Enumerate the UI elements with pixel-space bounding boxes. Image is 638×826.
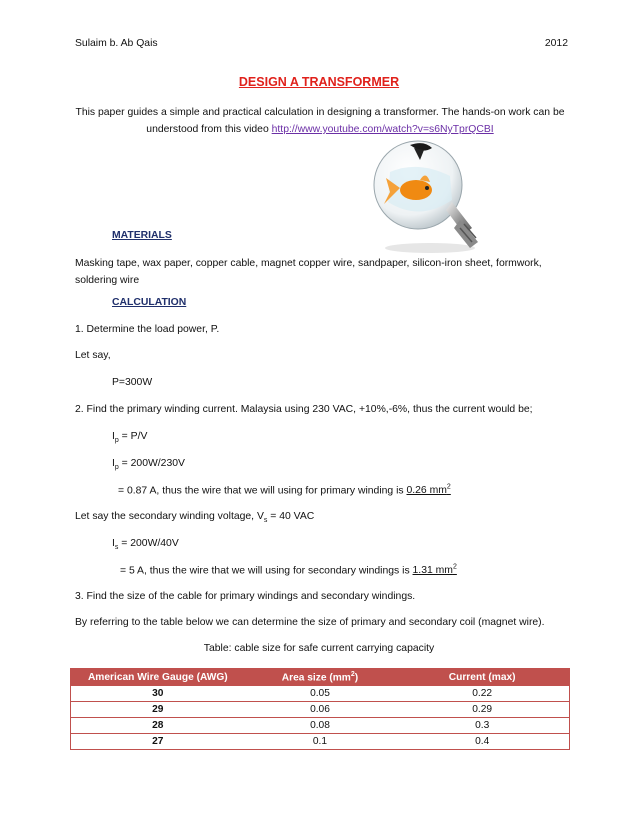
ip-value-line [112, 458, 185, 471]
primary-size-sq: 2 [446, 484, 451, 491]
secondary-voltage-post: = 40 VAC [267, 511, 315, 522]
current-cell: 0.4 [395, 734, 570, 750]
current-cell: 0.3 [395, 718, 570, 734]
is-value-line [112, 538, 179, 551]
ip-formula [112, 431, 147, 444]
awg-cell: 28 [71, 718, 246, 734]
ip-subscript-2: p [114, 464, 119, 472]
header-year: 2012 [544, 38, 568, 49]
col-current: Current (max) [395, 669, 570, 686]
intro-text: This paper guides a simple and practical calculation in designing a transformer. The hands-on work can be understood from this video [75, 107, 565, 135]
ip-label: I [112, 431, 115, 442]
is-subscript: s [114, 544, 119, 552]
col-area-sq: 2 [350, 670, 355, 678]
calculation-heading: CALCULATION [112, 297, 187, 308]
ip-subscript: p [114, 437, 119, 445]
awg-cell: 27 [71, 734, 246, 750]
power-value: P=300W [112, 377, 153, 388]
current-cell: 0.29 [395, 702, 570, 718]
secondary-size-value: 1.31 mm [412, 565, 453, 577]
col-awg: American Wire Gauge (AWG) [71, 669, 246, 686]
secondary-voltage [75, 511, 314, 524]
materials-heading: MATERIALS [112, 230, 172, 241]
secondary-result [120, 564, 457, 576]
page-title: DESIGN A TRANSFORMER [238, 75, 400, 89]
step-1: 1. Determine the load power, P. [75, 324, 220, 335]
primary-result-text: = 0.87 A, thus the wire that we will using for primary winding is [118, 485, 407, 497]
ip-value: = 200W/230V [118, 458, 185, 469]
ip-formula-text: = P/V [118, 431, 148, 442]
vs-subscript: s [263, 517, 268, 525]
primary-result [118, 484, 451, 496]
secondary-voltage-pre: Let say the secondary winding voltage, V [75, 511, 264, 522]
col-area-close: ) [354, 672, 359, 684]
let-say: Let say, [75, 350, 111, 361]
step-2: 2. Find the primary winding current. Malaysia using 230 VAC, +10%,-6%, thus the current would be; [75, 404, 533, 415]
table-row [71, 734, 570, 750]
area-cell: 0.05 [245, 686, 395, 702]
is-label: I [112, 538, 115, 549]
table-caption: Table: cable size for safe current carrying capacity [203, 643, 435, 654]
area-cell: 0.1 [245, 734, 395, 750]
table-row [71, 702, 570, 718]
bulb-fish-illustration [360, 130, 500, 255]
table-header-row [71, 669, 570, 686]
col-area [245, 669, 395, 686]
header-author: Sulaim b. Ab Qais [75, 38, 158, 49]
area-cell: 0.08 [245, 718, 395, 734]
is-value: = 200W/40V [118, 538, 179, 549]
ip-label-2: I [112, 458, 115, 469]
current-cell: 0.22 [395, 686, 570, 702]
primary-wire-size [406, 485, 450, 496]
col-area-text: Area size (mm [281, 672, 351, 684]
table-row [71, 686, 570, 702]
secondary-size-sq: 2 [452, 564, 457, 571]
video-link[interactable]: http://www.youtube.com/watch?v=s6NyTprQCBI [271, 124, 494, 135]
awg-cell: 30 [71, 686, 246, 702]
secondary-wire-size [413, 565, 457, 576]
refer-text: By referring to the table below we can determine the size of primary and secondary coil (magnet wire). [75, 617, 545, 628]
table-row [71, 718, 570, 734]
awg-cell: 29 [71, 702, 246, 718]
materials-text: Masking tape, wax paper, copper cable, magnet copper wire, sandpaper, silicon-iron sheet, formwork, soldering wire [75, 258, 542, 286]
area-cell: 0.06 [245, 702, 395, 718]
secondary-result-text: = 5 A, thus the wire that we will using for secondary windings is [120, 565, 413, 577]
awg-table [70, 668, 570, 750]
primary-size-value: 0.26 mm [406, 485, 447, 497]
step-3: 3. Find the size of the cable for primary windings and secondary windings. [75, 591, 416, 602]
